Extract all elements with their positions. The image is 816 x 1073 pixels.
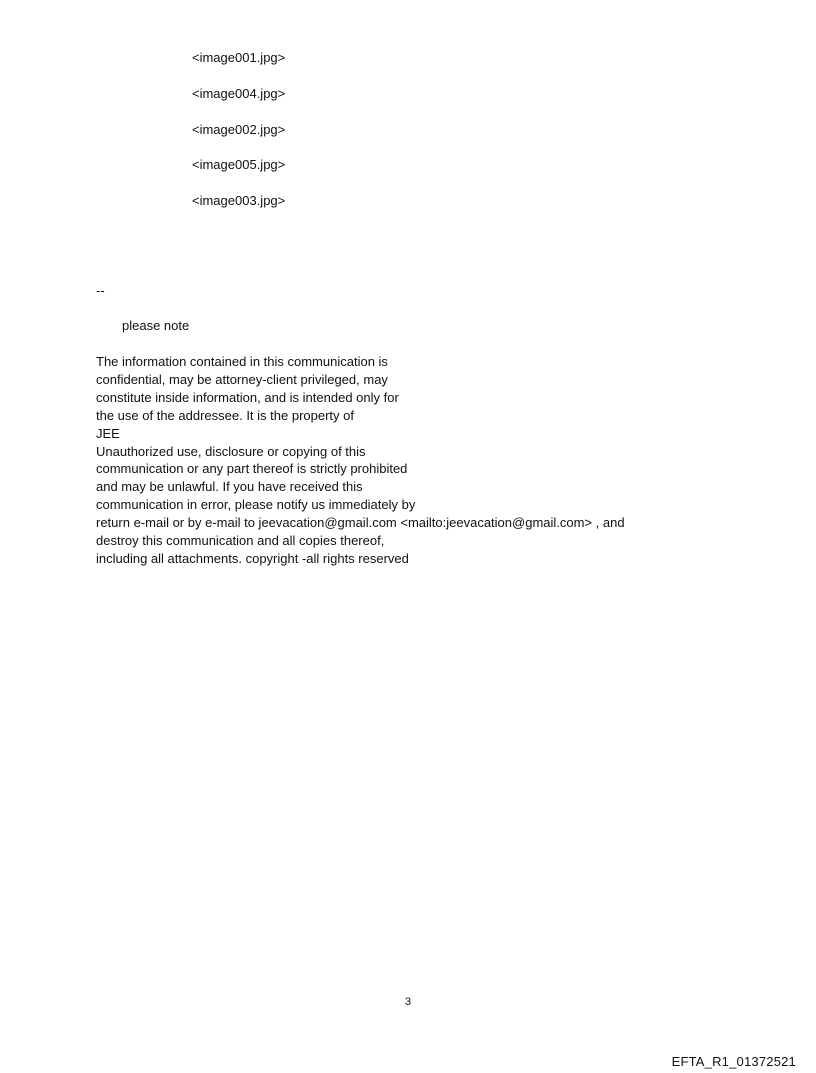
disclaimer-line: Unauthorized use, disclosure or copying of this: [96, 443, 366, 459]
disclaimer-line: the use of the addressee. It is the property of: [96, 407, 354, 423]
disclaimer-line: JEE: [96, 425, 120, 441]
document-id-stamp: EFTA_R1_01372521: [671, 1054, 796, 1069]
attachment-placeholder: <image005.jpg>: [192, 157, 286, 172]
attachment-placeholder: <image002.jpg>: [192, 122, 286, 137]
attachment-placeholder: <image003.jpg>: [192, 193, 286, 208]
signature-separator: --: [96, 283, 105, 298]
disclaimer-line: confidential, may be attorney-client privileged, may: [96, 371, 388, 387]
disclaimer-line: return e-mail or by e-mail to jeevacation@gmail.com <mailto:jeevacation@gmail.com> , and: [96, 515, 625, 531]
disclaimer-line: including all attachments. copyright -all rights reserved: [96, 550, 409, 566]
disclaimer-line: communication or any part thereof is strictly prohibited: [96, 461, 408, 477]
page-number: 3: [404, 996, 412, 1008]
disclaimer-line: communication in error, please notify us immediately by: [96, 497, 416, 513]
disclaimer-line: destroy this communication and all copies thereof,: [96, 533, 385, 549]
confidentiality-disclaimer: [96, 353, 736, 568]
attachment-placeholder: <image001.jpg>: [192, 50, 286, 65]
disclaimer-line: constitute inside information, and is intended only for: [96, 389, 399, 405]
attachment-placeholder: <image004.jpg>: [192, 86, 286, 101]
note-heading: please note: [122, 318, 190, 333]
disclaimer-line: The information contained in this communication is: [96, 354, 388, 369]
disclaimer-line: and may be unlawful. If you have received this: [96, 479, 363, 495]
